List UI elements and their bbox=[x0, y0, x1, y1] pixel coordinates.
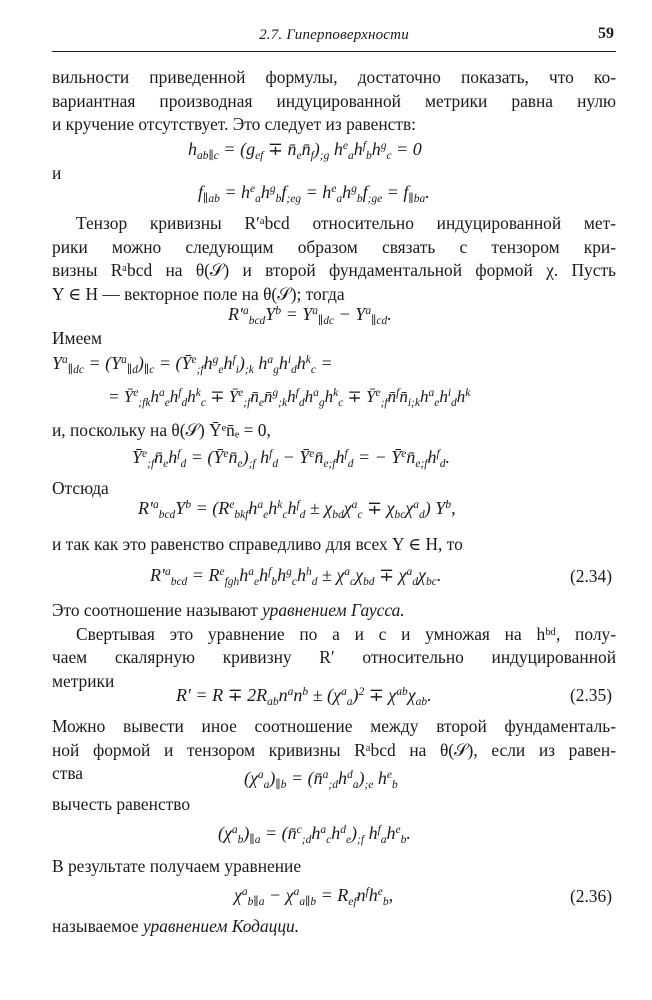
text-run: называемое bbox=[52, 916, 143, 936]
text-line: Можно вывести иное соотношение между второй фундаменталь- bbox=[52, 716, 616, 736]
text-line: рики можно следующим образом связать с тензором кри- bbox=[52, 237, 616, 257]
text-run: Это соотношение называют bbox=[52, 600, 263, 620]
equation-normal-orthogonality: $Ȳ^e_{;f}n̄_eh^f_d$ = $(Ȳ^en̄_e)_{;f}$ $h^f_d$ − $Ȳ^en̄_{e;f}h^f_d$ = − $Ȳ^en̄_{e;f}h^f_d$. bbox=[132, 447, 450, 470]
equation-codazzi: $\chi^a_{b\parallel a} - \chi^a_{a\parallel b} = R_{ef}n^fh^e_b$, bbox=[234, 885, 394, 908]
text-line: вильности приведенной формулы, достаточно показать, что ко- bbox=[52, 67, 616, 87]
text-line: и так как это равенство справедливо для всех Y ∈ H, то bbox=[52, 534, 463, 554]
term-codazzi-equation: уравнением Кодацци. bbox=[142, 916, 300, 936]
text-line: Y ∈ H — векторное поле на θ(𝒮); тогда bbox=[52, 284, 345, 304]
text-line: и, поскольку на θ(𝒮) Ȳᵉn̄ₑ = 0, bbox=[52, 420, 271, 440]
equation-metric-derivative: $h_{ab\parallel c} = (g_{ef}$ ∓ $n̄_en̄_f)_{;g}$ $h^e_ah^f_bh^g_c = 0$ bbox=[188, 139, 422, 162]
text-line: чаем скалярную кривизну R′ относительно индуцированной bbox=[52, 647, 616, 667]
section-title: 2.7. Гиперповерхности bbox=[259, 27, 409, 43]
term-gauss-equation: уравнением Гаусса. bbox=[262, 600, 405, 620]
equation-second-derivative: $Y^a_{\parallel dc} = (Y^a_{\parallel d})_{\parallel c}$ = $(Ȳ^e_{;f}h^g_eh^f_i)_{;k}$ $h^a_gh^i_dh^k_c$ = bbox=[52, 353, 333, 376]
text-line: Свертывая это уравнение по a и c и умножая на hᵇᵈ, полу- bbox=[76, 624, 616, 644]
text-line: визны Rᵃbcd на θ(𝒮) и второй фундаментальной формой χ. Пусть bbox=[52, 260, 616, 280]
equation-divergence: $(\chi^a_b)_{\parallel a}$ = $(n̄^c_{;d}h^a_ch^d_e)_{;f}$ $h^f_ah^e_b$. bbox=[218, 823, 411, 846]
text-line: и кручение отсутствует. Это следует из равенств: bbox=[52, 114, 416, 134]
equation-torsion-free: $f_{\parallel ab} = h^e_ah^g_bf_{;eg} = h^e_ah^g_bf_{;ge} = f_{\parallel ba}$. bbox=[198, 182, 430, 205]
equation-gauss: $R'^a_{bcd} = R^e_{fgh}h^a_eh^f_bh^g_ch^h_d \pm \chi^a_c\chi_{bd} \mp \chi^a_d\chi_{bc}$. bbox=[150, 565, 442, 588]
text-line: ства bbox=[52, 763, 84, 783]
text-line: Отсюда bbox=[52, 478, 109, 498]
text-line: и bbox=[52, 163, 62, 183]
equation-number: (2.34) bbox=[569, 566, 612, 586]
equation-curvature-applied: $R'^a_{bcd}Y^b = (R^e_{bkf}h^a_eh^k_ch^f_d \pm \chi_{bd}\chi^a_c \mp \chi_{bc}\chi^a_d)$ $Y^b$, bbox=[138, 498, 456, 521]
text-line bbox=[52, 600, 616, 620]
text-line: Тензор кривизны R′ᵃbcd относительно индуцированной мет- bbox=[76, 213, 616, 233]
equation-number: (2.36) bbox=[569, 886, 612, 906]
running-header bbox=[52, 25, 616, 52]
text-line: вариантная производная индуцированной метрики равна нулю bbox=[52, 91, 616, 111]
text-line: метрики bbox=[52, 671, 115, 691]
equation-second-derivative-cont: = $Ȳ^e_{;fk}h^a_eh^f_dh^k_c$ ∓ $Ȳ^e_{;f}n̄_en̄^g_{;k}h^f_dh^a_gh^k_c$ ∓ $Ȳ^e_{;f}n̄^fn̄_{i;k}h^a_eh^i_dh^k$ bbox=[108, 387, 471, 409]
text-line: В результате получаем уравнение bbox=[52, 856, 302, 876]
equation-ricci-identity: $R'^a_{bcd}Y^b = Y^a_{\parallel dc} - Y^a_{\parallel cd}$. bbox=[228, 304, 392, 327]
equation-number: (2.35) bbox=[569, 685, 612, 705]
equation-trace-derivative: $(\chi^a_a)_{\parallel b}$ = $(n̄^a_{;d}h^d_a)_{;e}$ $h^e_b$ bbox=[244, 768, 398, 791]
text-line: Имеем bbox=[52, 328, 103, 348]
equation-scalar-curvature: $R' = R \mp 2R_{ab}n^an^b \pm (\chi^a_a)^2 \mp \chi^{ab}\chi_{ab}$. bbox=[176, 685, 432, 708]
text-line bbox=[52, 916, 616, 936]
text-line: ной формой и тензором кривизны Rᵃbcd на θ(𝒮), если из равен- bbox=[52, 740, 616, 760]
page-number: 59 bbox=[598, 25, 614, 42]
text-line: вычесть равенство bbox=[52, 794, 191, 814]
